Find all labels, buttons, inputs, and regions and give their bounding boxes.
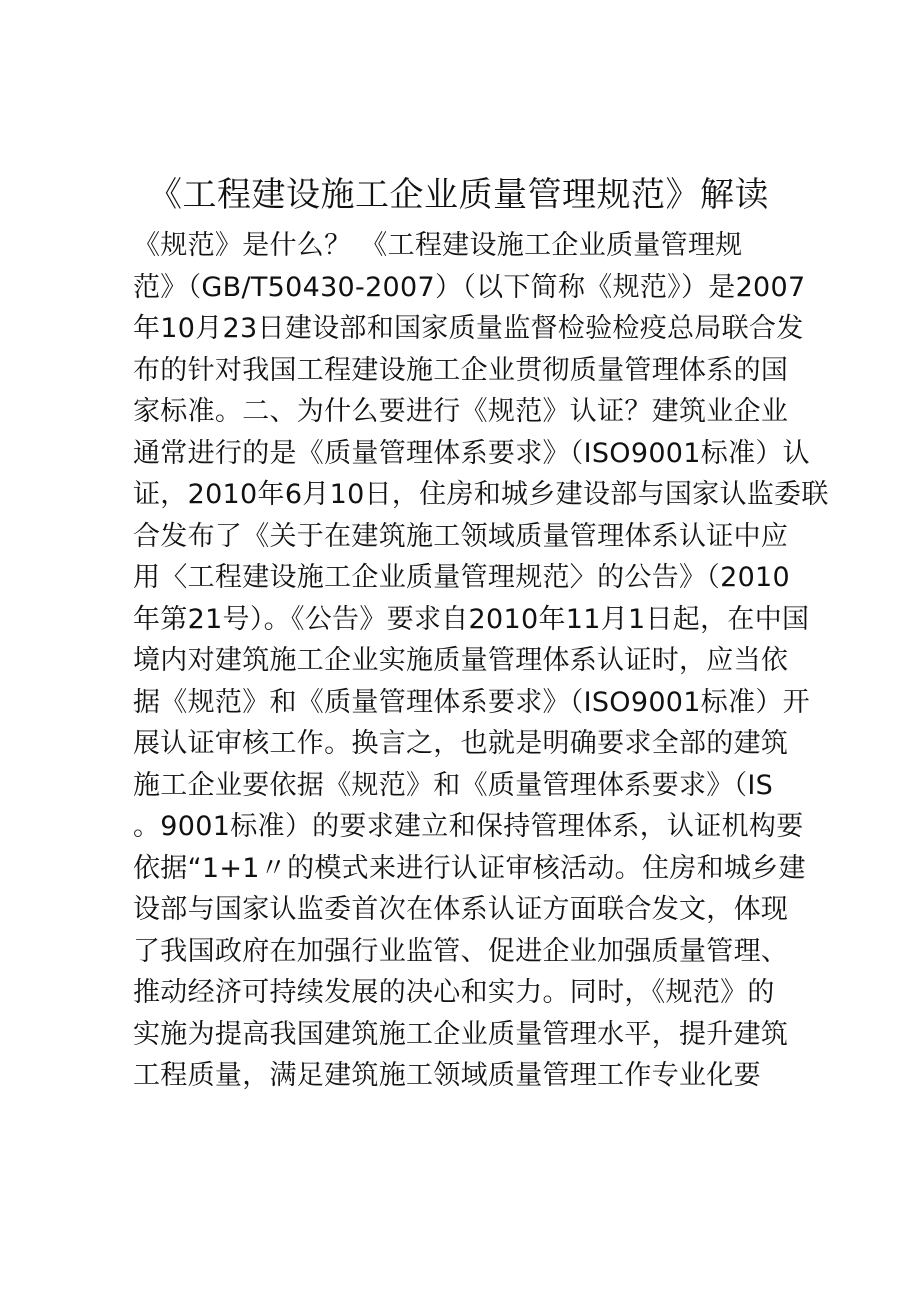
body-line: 设部与国家认监委首次在体系认证方面联合发文，体现 [133,894,789,925]
document-title: 《工程建设施工企业质量管理规范》解读 [148,175,769,215]
body-line: 据《规范》和《质量管理体系要求》（ISO9001标准）开 [133,686,810,718]
body-line: 实施为提高我国建筑施工企业质量管理水平，提升建筑 [133,1018,789,1050]
body-line: 布的针对我国工程建设施工企业贯彻质量管理体系的国 [133,354,789,386]
body-line: 通常进行的是《质量管理体系要求》（ISO9001标准）认 [133,437,810,469]
body-line: 用〈工程建设施工企业质量管理规范〉的公告》（2010 [133,562,791,593]
body-line: 境内对建筑施工企业实施质量管理体系认证时，应当依 [133,645,789,676]
body-line: 展认证审核工作。换言之，也就是明确要求全部的建筑 [133,728,789,759]
body-line: 推动经济可持续发展的决心和实力。同时，《规范》的 [133,977,775,1008]
body-line: 家标准。二、为什么要进行《规范》认证？建筑业企业 [133,396,789,427]
body-line: 范》（GB/T50430-2007）（以下简称《规范》）是2007 [133,271,806,303]
body-line: 证，2010年6月10日，住房和城乡建设部与国家认监委联 [133,479,829,510]
body-line: 了我国政府在加强行业监管、促进企业加强质量管理、 [133,935,789,967]
body-line: 《规范》是什么？ 《工程建设施工企业质量管理规 [133,230,743,261]
body-line: 年10月23日建设部和国家质量监督检验检疫总局联合发 [133,313,804,344]
body-line: 依据“1+1〃的模式来进行认证审核活动。住房和城乡建 [133,852,806,884]
body-line: 。9001标准）的要求建立和保持管理体系，认证机构要 [133,811,804,842]
body-line: 工程质量，满足建筑施工领域质量管理工作专业化要 [133,1060,761,1091]
body-line: 合发布了《关于在建筑施工领域质量管理体系认证中应 [133,520,789,552]
body-line: 年第21号）。《公告》要求自2010年11月1日起，在中国 [133,603,810,635]
body-line: 施工企业要依据《规范》和《质量管理体系要求》（IS [133,769,774,801]
document-body [133,225,829,1097]
